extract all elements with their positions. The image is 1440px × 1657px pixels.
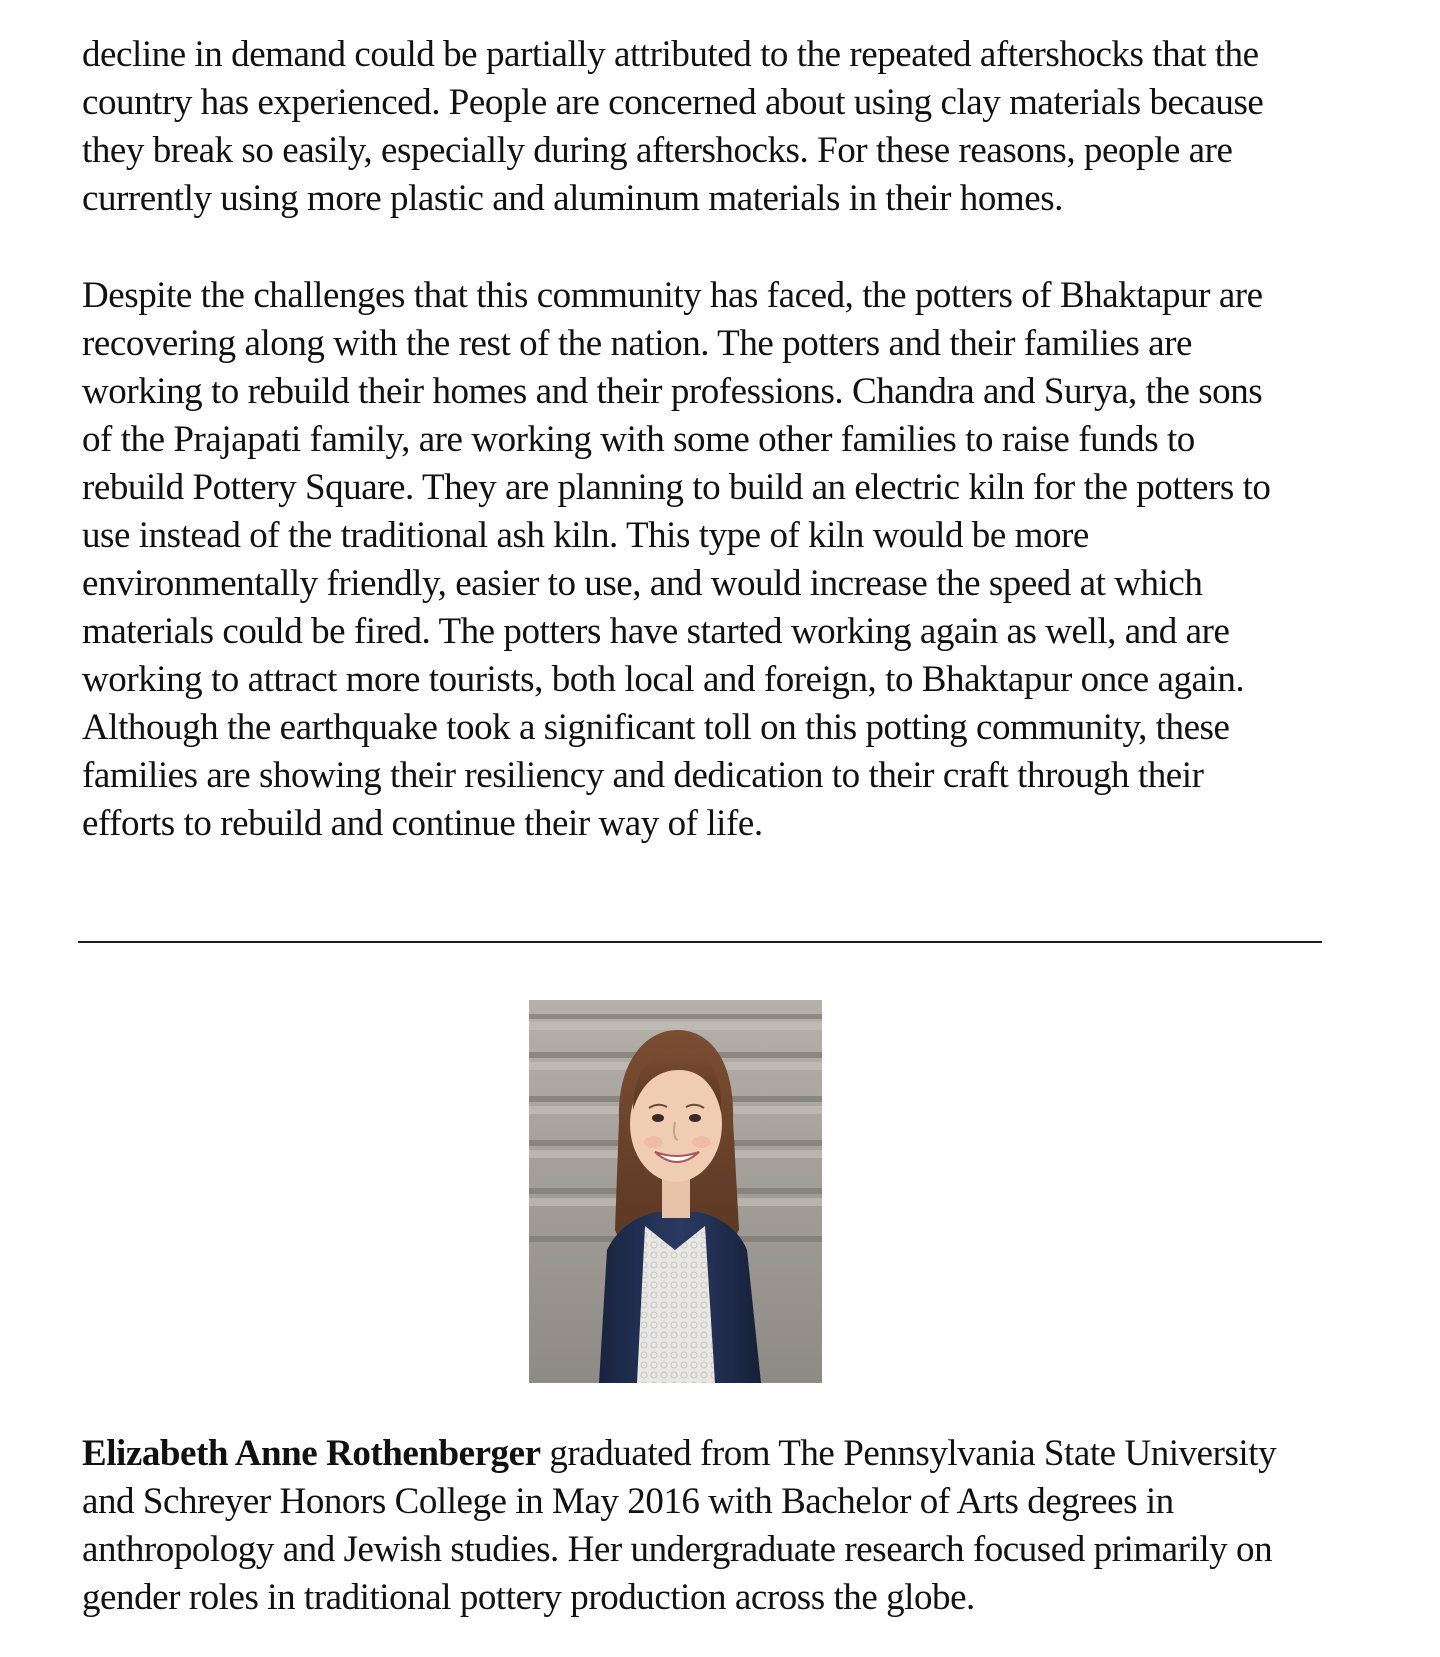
text-line: Although the earthquake took a significant toll on this potting community, these — [82, 707, 1230, 748]
text-line: families are showing their resiliency and dedication to their craft through their — [82, 755, 1204, 796]
author-portrait — [529, 1000, 822, 1383]
text-line: recovering along with the rest of the nation. The potters and their families are — [82, 323, 1192, 364]
text-line: gender roles in traditional pottery production across the globe. — [82, 1577, 975, 1618]
bio-text: graduated from The Pennsylvania State University — [540, 1433, 1277, 1474]
text-line: and Schreyer Honors College in May 2016 with Bachelor of Arts degrees in — [82, 1481, 1174, 1522]
paragraph-recovery — [82, 272, 1372, 848]
author-bio — [82, 1430, 1372, 1622]
text-line: working to attract more tourists, both local and foreign, to Bhaktapur once again. — [82, 659, 1245, 700]
text-line — [82, 1430, 1372, 1478]
paragraph-demand-decline — [82, 31, 1372, 223]
text-line: of the Prajapati family, are working with some other families to raise funds to — [82, 419, 1195, 460]
text-line: anthropology and Jewish studies. Her undergraduate research focused primarily on — [82, 1529, 1273, 1570]
text-line: environmentally friendly, easier to use, and would increase the speed at which — [82, 563, 1203, 604]
text-line: country has experienced. People are concerned about using clay materials because — [82, 82, 1264, 123]
author-portrait-photo-icon — [529, 1000, 822, 1383]
text-line: decline in demand could be partially attributed to the repeated aftershocks that the — [82, 34, 1259, 75]
section-divider — [78, 941, 1322, 943]
text-line: Despite the challenges that this community has faced, the potters of Bhaktapur are — [82, 275, 1263, 316]
text-line: working to rebuild their homes and their professions. Chandra and Surya, the sons — [82, 371, 1263, 412]
text-line: materials could be fired. The potters have started working again as well, and are — [82, 611, 1230, 652]
text-line: efforts to rebuild and continue their way of life. — [82, 803, 763, 844]
text-line: use instead of the traditional ash kiln. This type of kiln would be more — [82, 515, 1089, 556]
author-name: Elizabeth Anne Rothenberger — [82, 1433, 541, 1474]
text-line: rebuild Pottery Square. They are planning to build an electric kiln for the potters to — [82, 467, 1271, 508]
text-line: currently using more plastic and aluminum materials in their homes. — [82, 178, 1063, 219]
text-line: they break so easily, especially during aftershocks. For these reasons, people are — [82, 130, 1233, 171]
